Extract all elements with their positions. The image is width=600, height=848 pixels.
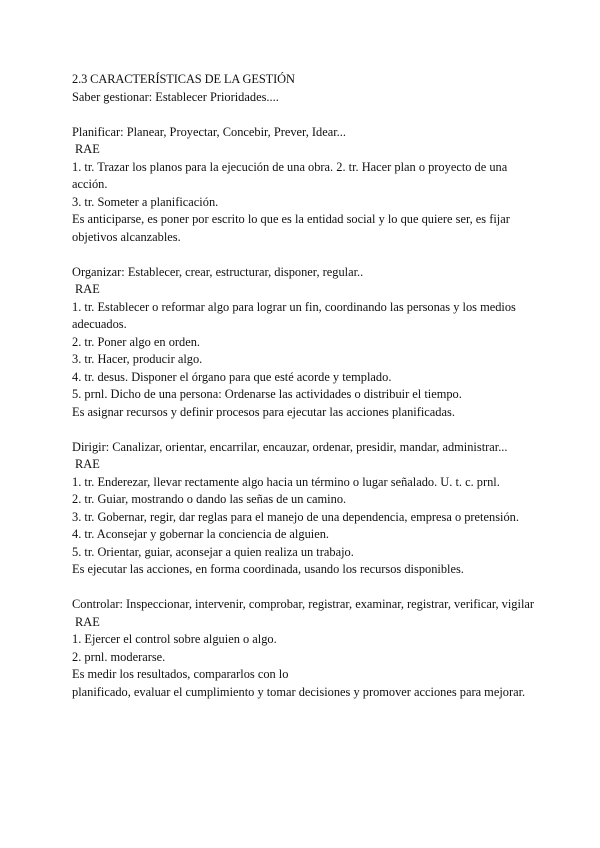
rae-label: RAE bbox=[75, 457, 100, 471]
definition: 3. tr. Someter a planificación. bbox=[72, 194, 219, 209]
intro-text: Saber gestionar: Establecer Prioridades.... bbox=[72, 89, 279, 104]
definition: 5. prnl. Dicho de una persona: Ordenarse las actividades o distribuir el tiempo. bbox=[72, 387, 462, 401]
document-title: 2.3 CARACTERÍSTICAS DE LA GESTIÓN bbox=[72, 72, 295, 86]
rae-label: RAE bbox=[75, 614, 100, 629]
definition: 4. tr. Aconsejar y gobernar la conciencia de alguien. bbox=[72, 527, 330, 541]
definition: 2. tr. Poner algo en orden. bbox=[72, 334, 201, 349]
section-summary: Es anticiparse, es poner por escrito lo que es la entidad social y lo que quiere ser, es fijar objetivos alcanzables. bbox=[72, 212, 513, 244]
definition: 1. tr. Enderezar, llevar rectamente algo hacia un término o lugar señalado. U. t. c. prnl. bbox=[72, 474, 500, 489]
definition: 1. tr. Trazar los planos para la ejecución de una obra. 2. tr. Hacer plan o proyecto de una acción. bbox=[72, 159, 511, 191]
rae-label: RAE bbox=[75, 142, 100, 156]
definition: 5. tr. Orientar, guiar, aconsejar a quien realiza un trabajo. bbox=[72, 544, 354, 559]
spacer bbox=[72, 246, 540, 264]
section-heading-controlar: Controlar: Inspeccionar, intervenir, comprobar, registrar, examinar, registrar, verificar, vigilar bbox=[72, 597, 535, 611]
spacer bbox=[72, 579, 540, 597]
spacer bbox=[72, 106, 540, 124]
definition: 1. tr. Establecer o reformar algo para lograr un fin, coordinando las personas y los medios adecuados. bbox=[72, 299, 519, 331]
section-summary: Es medir los resultados, compararlos con lo bbox=[72, 667, 289, 681]
section-heading-planificar: Planificar: Planear, Proyectar, Concebir, Prever, Idear... bbox=[72, 124, 346, 139]
section-heading-organizar: Organizar: Establecer, crear, estructurar, disponer, regular.. bbox=[72, 264, 364, 279]
definition: 1. Ejercer el control sobre alguien o algo. bbox=[72, 632, 277, 646]
section-summary-continued: planificado, evaluar el cumplimiento y tomar decisiones y promover acciones para mejorar. bbox=[72, 684, 526, 699]
rae-label: RAE bbox=[75, 282, 100, 296]
definition: 2. prnl. moderarse. bbox=[72, 649, 166, 664]
definition: 3. tr. Hacer, producir algo. bbox=[72, 352, 203, 366]
definition: 2. tr. Guiar, mostrando o dando las señas de un camino. bbox=[72, 492, 347, 506]
section-heading-dirigir: Dirigir: Canalizar, orientar, encarrilar, encauzar, ordenar, presidir, mandar, administrar... bbox=[72, 439, 508, 454]
section-summary: Es asignar recursos y definir procesos para ejecutar las acciones planificadas. bbox=[72, 404, 455, 419]
definition: 3. tr. Gobernar, regir, dar reglas para el manejo de una dependencia, empresa o pretensión. bbox=[72, 509, 519, 524]
spacer bbox=[72, 421, 540, 439]
definition: 4. tr. desus. Disponer el órgano para que esté acorde y templado. bbox=[72, 369, 392, 384]
section-summary: Es ejecutar las acciones, en forma coordinada, usando los recursos disponibles. bbox=[72, 562, 464, 576]
